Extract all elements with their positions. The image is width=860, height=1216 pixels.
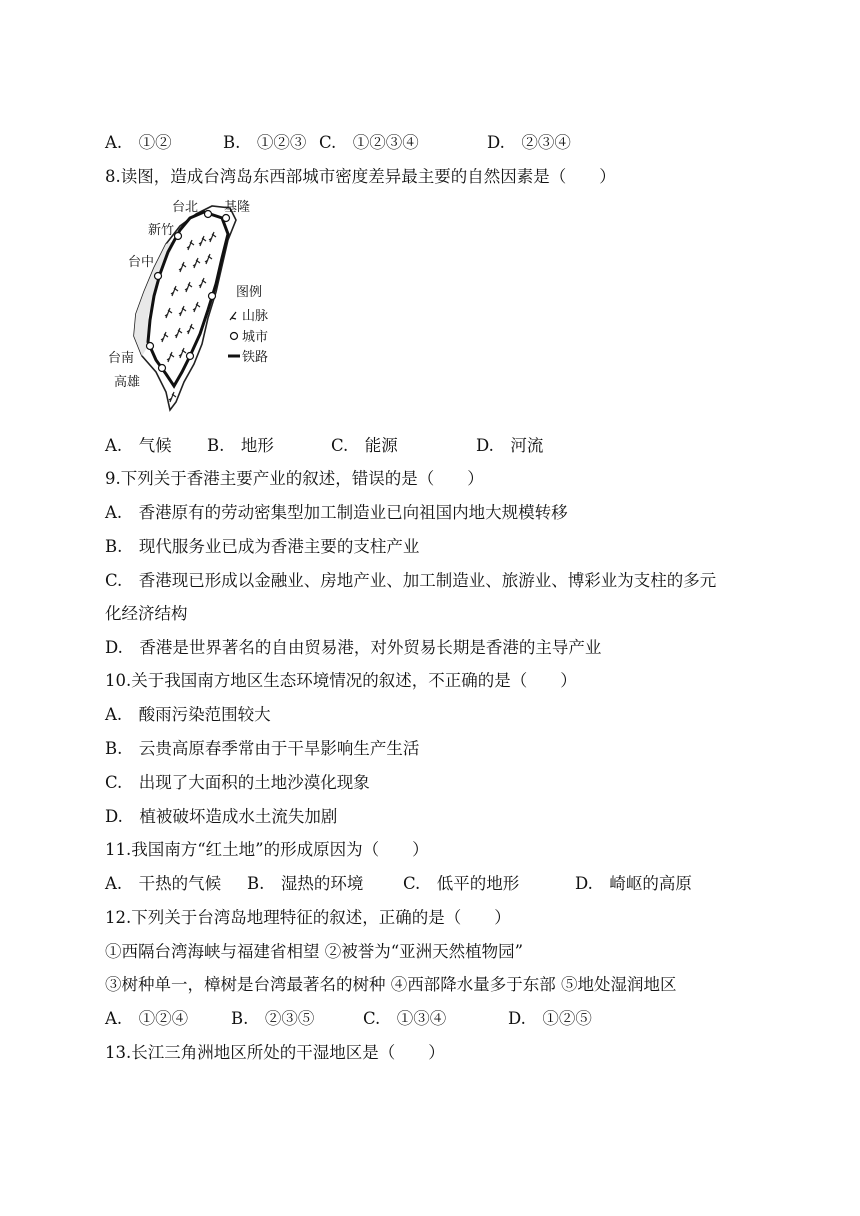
q9-option-c-line1: C. 香港现已形成以金融业、房地产业、加工制造业、旅游业、博彩业为支柱的多元: [105, 571, 717, 590]
q9-option-d: D. 香港是世界著名的自由贸易港，对外贸易长期是香港的主导产业: [105, 638, 602, 657]
q10-option-a: A. 酸雨污染范围较大: [105, 705, 271, 724]
legend-railway: 铁路: [242, 350, 269, 365]
city-legend-icon: [231, 333, 238, 340]
city-label-kaohsiung: 高雄: [114, 375, 141, 390]
q7-option-a: A. ①②: [105, 133, 172, 152]
q12-statements-1: ①西隔台湾海峡与福建省相望 ②被誉为“亚洲天然植物园”: [105, 942, 524, 961]
taiwan-map: [104, 196, 294, 414]
q9-stem: 9.下列关于香港主要产业的叙述，错误的是（ ）: [105, 469, 484, 488]
q12-option-b: B. ②③⑤: [231, 1009, 315, 1028]
q12-stem: 12.下列关于台湾岛地理特征的叙述，正确的是（ ）: [105, 908, 511, 927]
q11-option-a: A. 干热的气候: [105, 874, 222, 893]
q13-stem: 13.长江三角洲地区所处的干湿地区是（ ）: [105, 1043, 445, 1062]
q10-option-b: B. 云贵高原春季常由于干旱影响生产生活: [105, 739, 420, 758]
q8-option-b: B. 地形: [207, 436, 274, 455]
legend-mountain: 山脉: [242, 309, 269, 324]
q11-stem: 11.我国南方“红土地”的形成原因为（ ）: [105, 840, 429, 859]
q9-option-a: A. 香港原有的劳动密集型加工制造业已向祖国内地大规模转移: [105, 503, 568, 522]
legend-city: 城市: [242, 330, 269, 345]
q11-option-d: D. 崎岖的高原: [575, 874, 692, 893]
q8-option-c: C. 能源: [331, 436, 398, 455]
city-label-tainan: 台南: [108, 351, 135, 366]
city-label-taichung: 台中: [128, 255, 155, 270]
mountain-legend-icon: [230, 312, 236, 320]
q9-option-b: B. 现代服务业已成为香港主要的支柱产业: [105, 537, 420, 556]
city-label-keelung: 基隆: [224, 200, 251, 215]
city-label-hsinchu: 新竹: [148, 223, 175, 238]
q10-option-c: C. 出现了大面积的土地沙漠化现象: [105, 773, 370, 792]
q7-option-d: D. ②③④: [487, 133, 571, 152]
q8-option-d: D. 河流: [476, 436, 544, 455]
city-label-taipei: 台北: [172, 200, 199, 215]
q11-option-b: B. 湿热的环境: [247, 874, 364, 893]
q12-option-c: C. ①③④: [363, 1009, 447, 1028]
map-legend: [228, 285, 268, 365]
q9-option-c-line2: 化经济结构: [105, 604, 188, 623]
q10-stem: 10.关于我国南方地区生态环境情况的叙述，不正确的是（ ）: [105, 671, 577, 690]
q12-option-a: A. ①②④: [105, 1009, 189, 1028]
q11-options: [105, 874, 692, 894]
q12-statements-2: ③树种单一，樟树是台湾最著名的树种 ④西部降水量多于东部 ⑤地处湿润地区: [105, 975, 677, 994]
q12-options: [105, 1009, 592, 1029]
q7-option-b: B. ①②③: [223, 133, 307, 152]
q7-option-c: C. ①②③④: [319, 133, 419, 152]
q8-stem: 8.读图，造成台湾岛东西部城市密度差异最主要的自然因素是（ ）: [105, 167, 616, 186]
legend-title: 图例: [236, 285, 263, 300]
q10-option-d: D. 植被破坏造成水土流失加剧: [105, 807, 338, 826]
q8-options: [105, 436, 543, 456]
q7-options: [105, 133, 571, 153]
q12-option-d: D. ①②⑤: [508, 1009, 592, 1028]
q8-option-a: A. 气候: [105, 436, 172, 455]
q11-option-c: C. 低平的地形: [403, 874, 520, 893]
